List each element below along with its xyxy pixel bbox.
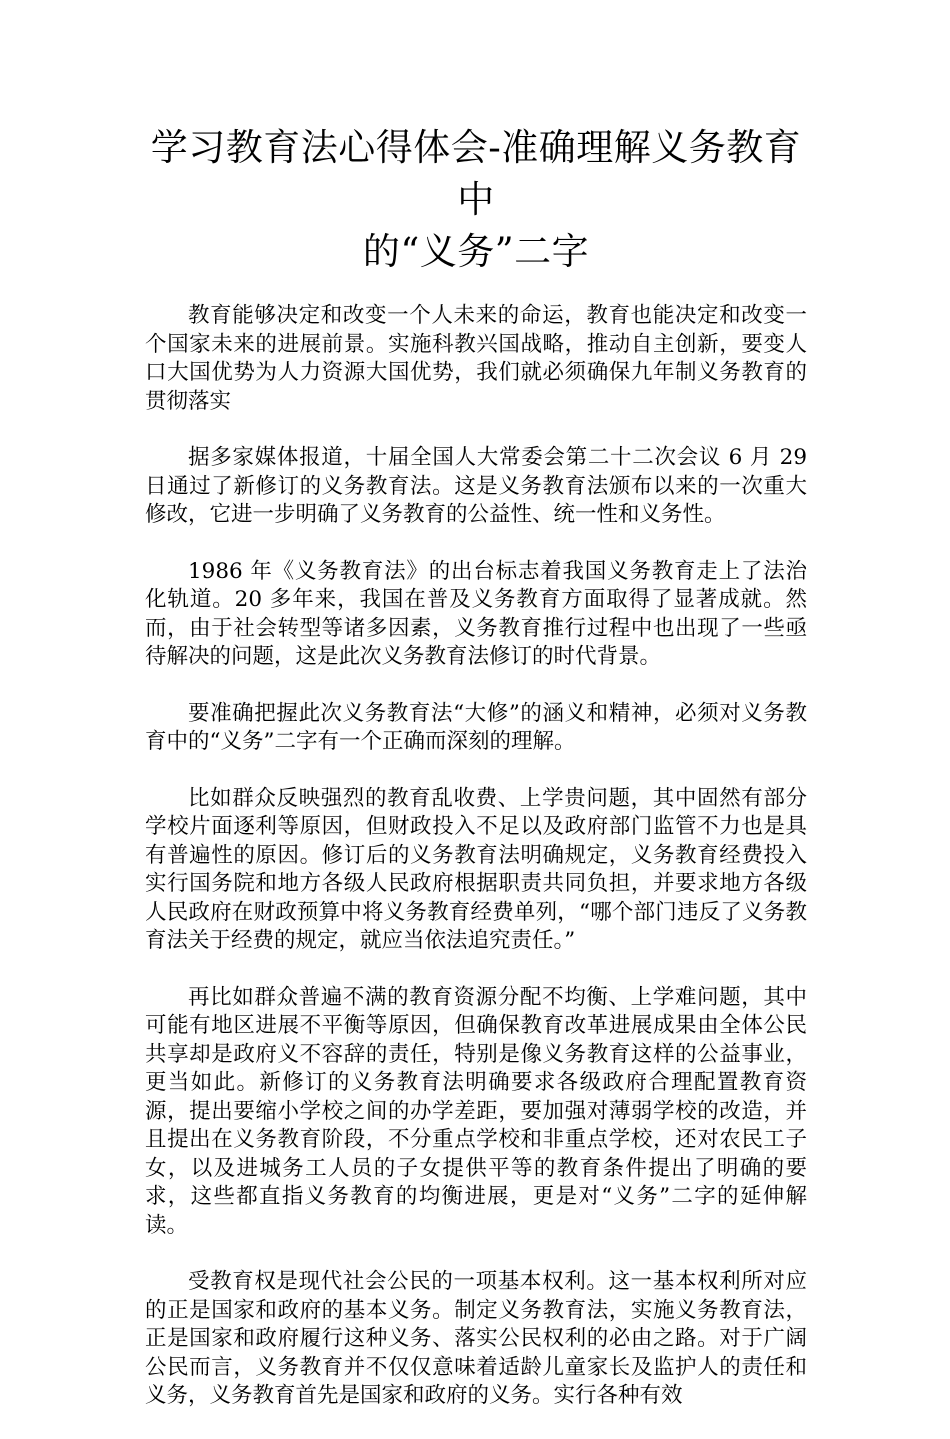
document-page (145, 122, 807, 1439)
paragraph-5: 比如群众反映强烈的教育乱收费、上学贵问题，其中固然有部分学校片面逐利等原因，但财政投入不足以及政府部门监管不力也是具有普遍性的原因。修订后的义务教育法明确规定，义务教育经费投入实行国务院和地方各级人民政府根据职责共同负担，并要求地方各级人民政府在财政预算中将义务教育经费单列，“哪个部门违反了义务教育法关于经费的规定，就应当依法追究责任。” (145, 785, 807, 953)
paragraph-4: 要准确把握此次义务教育法“大修”的涵义和精神，必须对义务教育中的“义务”二字有一个正确而深刻的理解。 (145, 700, 807, 754)
paragraph-7: 受教育权是现代社会公民的一项基本权利。这一基本权利所对应的正是国家和政府的基本义务。制定义务教育法，实施义务教育法，正是国家和政府履行这种义务、落实公民权利的必由之路。对于广阔公民而言，义务教育并不仅仅意味着适龄儿童家长及监护人的责任和义务，义务教育首先是国家和政府的义务。实行各种有效 (145, 1269, 807, 1408)
document-title (145, 122, 807, 278)
title-line-2: 的“义务”二字 (362, 230, 590, 273)
title-line-1: 学习教育法心得体会-准确理解义务教育中 (150, 126, 802, 221)
paragraph-2: 据多家媒体报道，十届全国人大常委会第二十二次会议 6 月 29 日通过了新修订的义务教育法。这是义务教育法颁布以来的一次重大修改，它进一步明确了义务教育的公益性、统一性和义务性。 (145, 445, 807, 527)
paragraph-3: 1986 年《义务教育法》的出台标志着我国义务教育走上了法治化轨道。20 多年来，我国在普及义务教育方面取得了显著成就。然而，由于社会转型等诸多因素，义务教育推行过程中也出现了一些亟待解决的问题，这是此次义务教育法修订的时代背景。 (145, 558, 807, 669)
paragraph-1: 教育能够决定和改变一个人未来的命运，教育也能决定和改变一个国家未来的进展前景。实施科教兴国战略，推动自主创新，要变人口大国优势为人力资源大国优势，我们就必须确保九年制义务教育的贯彻落实 (145, 303, 807, 414)
paragraph-6: 再比如群众普遍不满的教育资源分配不均衡、上学难问题，其中可能有地区进展不平衡等原因，但确保教育改革进展成果由全体公民共享却是政府义不容辞的责任，特别是像义务教育这样的公益事业，更当如此。新修订的义务教育法明确要求各级政府合理配置教育资源，提出要缩小学校之间的办学差距，要加强对薄弱学校的改造，并且提出在义务教育阶段，不分重点学校和非重点学校，还对农民工子女，以及进城务工人员的子女提供平等的教育条件提出了明确的要求，这些都直指义务教育的均衡进展，更是对“义务”二字的延伸解读。 (145, 984, 807, 1238)
